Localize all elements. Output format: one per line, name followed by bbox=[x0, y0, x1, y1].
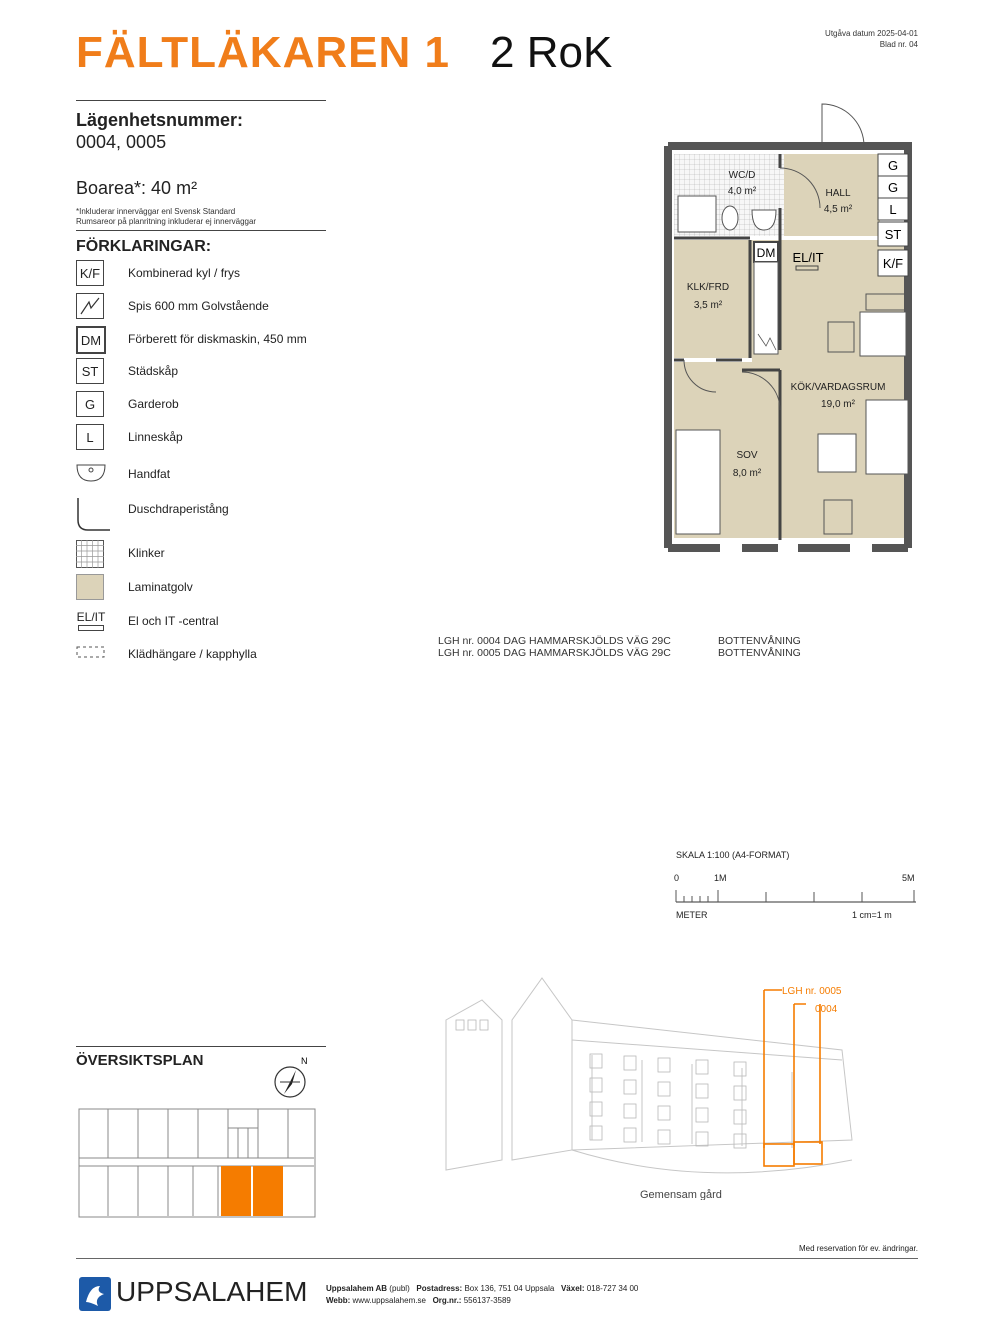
legend-item bbox=[76, 461, 376, 491]
sov-area: 8,0 m² bbox=[732, 468, 762, 479]
legend-label: Klinker bbox=[128, 546, 165, 560]
bed bbox=[676, 430, 720, 534]
legend-label: Städskåp bbox=[128, 364, 179, 378]
elevation-lgh-label: LGH nr. 0005 bbox=[782, 986, 842, 997]
legend-item bbox=[76, 260, 376, 290]
legend-label: Duschdraperistång bbox=[128, 502, 229, 516]
phone-label: Växel: bbox=[560, 1284, 585, 1293]
divider bbox=[76, 100, 326, 101]
floor-plan bbox=[660, 100, 930, 560]
divider bbox=[76, 1046, 326, 1047]
legend-heading: FÖRKLARINGAR: bbox=[76, 238, 212, 255]
footnote bbox=[76, 207, 256, 227]
legend-item bbox=[76, 574, 376, 604]
legend-item bbox=[76, 496, 376, 526]
legend-label: Förberett för diskmaskin, 450 mm bbox=[128, 332, 307, 346]
building-elevation bbox=[442, 960, 862, 1200]
wc-name: WC/D bbox=[728, 170, 756, 181]
entry-door bbox=[822, 104, 864, 146]
footer-line-1 bbox=[326, 1284, 638, 1293]
address-floor: BOTTENVÅNING bbox=[718, 635, 801, 647]
legend-item bbox=[76, 424, 376, 454]
coffee-table bbox=[818, 434, 856, 472]
scale-unit: METER bbox=[676, 910, 708, 920]
dining-table bbox=[860, 312, 906, 356]
web-label: Webb: bbox=[326, 1296, 351, 1305]
legend-item bbox=[76, 326, 376, 356]
elevation-lgh-label2: 0004 bbox=[815, 1004, 838, 1015]
address-lgh: LGH nr. 0005 DAG HAMMARSKJÖLDS VÄG 29C bbox=[438, 647, 671, 659]
elit-text: EL/IT bbox=[76, 610, 106, 624]
footer-divider bbox=[76, 1258, 918, 1259]
scale-bar bbox=[674, 886, 922, 904]
wardrobe-g1: G bbox=[887, 158, 899, 173]
wc-area: 4,0 m² bbox=[727, 186, 757, 197]
toilet bbox=[722, 206, 738, 230]
divider bbox=[76, 230, 326, 231]
legend-label: Garderob bbox=[128, 397, 179, 411]
dm-symbol: DM bbox=[76, 326, 106, 354]
issue-date: Utgåva datum 2025-04-01 bbox=[825, 29, 918, 38]
address-row bbox=[438, 635, 801, 647]
cleaning-st: ST bbox=[884, 227, 902, 242]
company-publ: (publ) bbox=[389, 1284, 410, 1293]
hanger-icon bbox=[76, 644, 104, 670]
company-name: Uppsalahem AB bbox=[326, 1284, 388, 1293]
hall-area: 4,5 m² bbox=[823, 204, 853, 215]
highlight-0004 bbox=[221, 1166, 251, 1216]
phone-number: 018-727 34 00 bbox=[586, 1284, 639, 1293]
issue-info bbox=[825, 28, 918, 50]
address-row bbox=[438, 647, 801, 659]
legend-label: Spis 600 mm Golvstående bbox=[128, 299, 269, 313]
brand-name: UPPSALAHEM bbox=[116, 1276, 308, 1307]
legend-item bbox=[76, 610, 376, 640]
legend-label: Kombinerad kyl / frys bbox=[128, 266, 241, 280]
hall-name: HALL bbox=[825, 188, 851, 199]
scale-title: SKALA 1:100 (A4-FORMAT) bbox=[676, 850, 790, 860]
g-symbol: G bbox=[76, 391, 104, 417]
shower-rod-icon bbox=[76, 496, 104, 522]
klk-name: KLK/FRD bbox=[686, 282, 730, 293]
shower-area bbox=[678, 196, 716, 232]
klk-floor bbox=[674, 240, 752, 358]
yard-label: Gemensam gård bbox=[640, 1189, 722, 1200]
highlight-0005 bbox=[253, 1166, 283, 1216]
elit-label: EL/IT bbox=[792, 250, 824, 265]
scale-five: 5M bbox=[902, 873, 915, 883]
north-arrow bbox=[270, 1054, 314, 1104]
property-title: FÄLTLÄKAREN 1 bbox=[76, 28, 450, 77]
legend-label: Handfat bbox=[128, 467, 171, 481]
sheet-number: Blad nr. 04 bbox=[879, 40, 918, 49]
dm-label: DM bbox=[756, 246, 776, 260]
kitchen-counter bbox=[754, 262, 778, 354]
sofa bbox=[866, 400, 908, 474]
web-link[interactable]: www.uppsalahem.se bbox=[352, 1296, 426, 1305]
legend-item bbox=[76, 540, 376, 570]
kitchen-area: 19,0 m² bbox=[821, 399, 855, 410]
uppsalahem-logo-icon bbox=[78, 1276, 112, 1312]
sov-name: SOV bbox=[736, 450, 758, 461]
legend-item bbox=[76, 358, 376, 388]
linen-l: L bbox=[889, 202, 897, 217]
fridge-kf: K/F bbox=[882, 256, 904, 271]
elit-symbol bbox=[74, 610, 108, 636]
tile-icon bbox=[76, 540, 104, 566]
wardrobe-g2: G bbox=[887, 180, 899, 195]
l-symbol: L bbox=[76, 424, 104, 450]
sink-icon bbox=[76, 461, 104, 487]
overview-heading: ÖVERSIKTSPLAN bbox=[76, 1052, 204, 1069]
footnote-line: *Inkluderar innerväggar enl Svensk Standard bbox=[76, 207, 236, 216]
highlighted-units bbox=[764, 990, 822, 1166]
org-label: Org.nr.: bbox=[432, 1296, 462, 1305]
address-lgh: LGH nr. 0004 DAG HAMMARSKJÖLDS VÄG 29C bbox=[438, 635, 671, 647]
apt-number-label: Lägenhetsnummer: bbox=[76, 110, 244, 130]
address-floor: BOTTENVÅNING bbox=[718, 647, 801, 659]
footer-line-2 bbox=[326, 1296, 511, 1305]
apt-number-value: 0004, 0005 bbox=[76, 132, 167, 152]
elit-box bbox=[78, 625, 104, 631]
kitchen-name: KÖK/VARDAGSRUM bbox=[790, 382, 886, 393]
legend-label: El och IT -central bbox=[128, 614, 219, 628]
living-area: Boarea*: 40 m² bbox=[76, 178, 198, 198]
post-address: Box 136, 751 04 Uppsala bbox=[464, 1284, 555, 1293]
legend-item bbox=[76, 293, 376, 323]
footnote-line: Rumsareor på planritning inkluderar ej innerväggar bbox=[76, 217, 257, 226]
legend-item bbox=[76, 644, 376, 674]
klk-area: 3,5 m² bbox=[693, 300, 723, 311]
legend-label: Klädhängare / kapphylla bbox=[128, 647, 257, 661]
stove-icon bbox=[76, 293, 104, 319]
scale-ratio: 1 cm=1 m bbox=[852, 910, 892, 920]
apartment-type: 2 RoK bbox=[490, 28, 613, 77]
legend-item bbox=[76, 391, 376, 421]
st-symbol: ST bbox=[76, 358, 104, 384]
scale-zero: 0 bbox=[674, 873, 680, 883]
laminate-icon bbox=[76, 574, 104, 600]
legend-label: Linneskåp bbox=[128, 430, 183, 444]
legend-label: Laminatgolv bbox=[128, 580, 193, 594]
org-number: 556137-3589 bbox=[463, 1296, 511, 1305]
kf-symbol: K/F bbox=[76, 260, 104, 286]
scale-one: 1M bbox=[714, 873, 727, 883]
post-label: Postadress: bbox=[416, 1284, 463, 1293]
overview-plan bbox=[78, 1108, 318, 1220]
north-label: N bbox=[301, 1056, 308, 1066]
reservation-note: Med reservation för ev. ändringar. bbox=[798, 1244, 918, 1253]
